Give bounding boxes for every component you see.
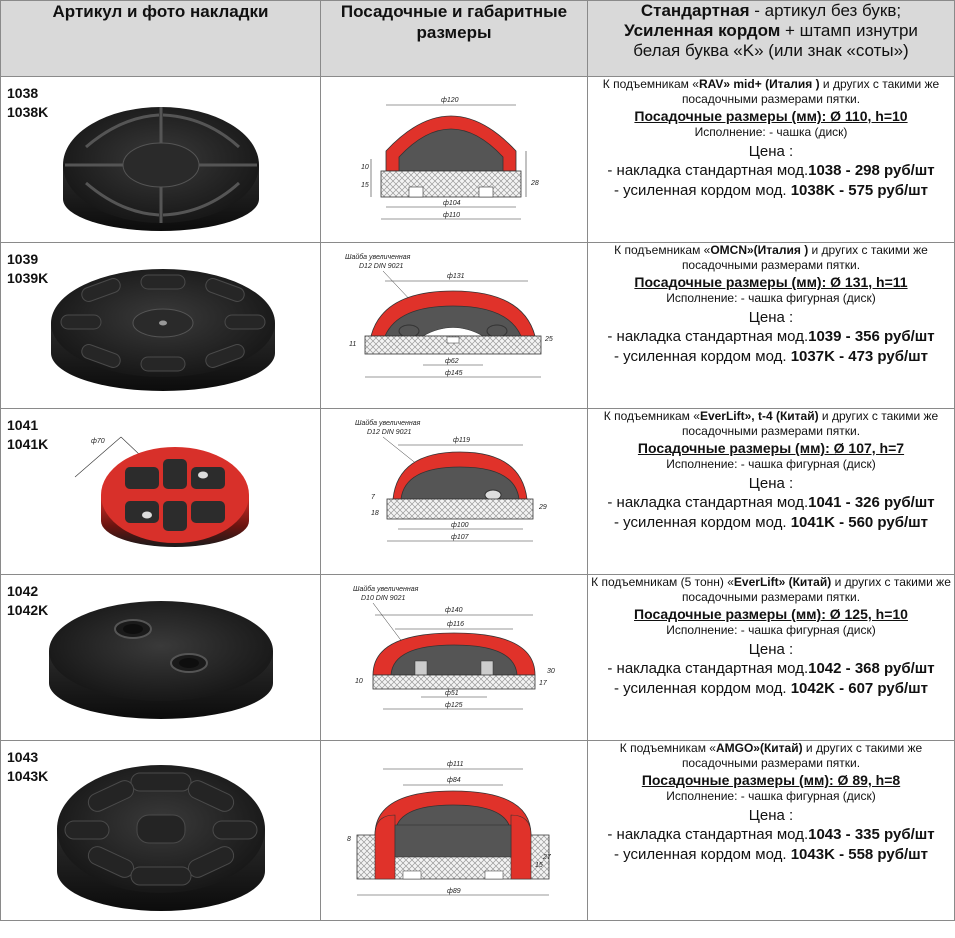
price-label: Цена : <box>748 807 794 824</box>
price-standard: - накладка стандартная мод.1043 - 335 руб/шт <box>607 826 935 843</box>
legend-standard-text: - артикул без букв; <box>749 1 902 20</box>
dim-left-a: 15 <box>361 182 369 189</box>
dimensions-cell <box>321 741 588 921</box>
product-row-1039 <box>1 243 955 409</box>
legend-standard-label: Стандартная <box>640 1 750 20</box>
execution-type: Исполнение: - чашка фигурная (диск) <box>666 623 876 637</box>
article-code-standard: 1038 <box>7 85 39 101</box>
dim-right-b: 30 <box>547 668 555 675</box>
execution-type: Исполнение: - чашка фигурная (диск) <box>666 789 876 803</box>
execution-type: Исполнение: - чашка (диск) <box>694 125 848 139</box>
compatibility-text: К подъемникам (5 тонн) «EverLift» (Китай) и других с такими же посадочными размерами пятки. <box>591 575 951 604</box>
info-cell <box>588 409 955 575</box>
article-cell <box>1 741 321 921</box>
fit-size: Посадочные размеры (мм): Ø 131, h=11 <box>634 274 908 290</box>
note-washer: Шайба увеличенная <box>355 420 421 427</box>
info-cell <box>588 575 955 741</box>
dimension-drawing <box>343 251 553 391</box>
price-label: Цена : <box>748 309 794 326</box>
dim-left-a: 18 <box>371 510 379 517</box>
price-label: Цена : <box>748 641 794 658</box>
pad-photo <box>47 749 297 919</box>
article-cell <box>1 409 321 575</box>
compatibility-text: К подъемникам «RAV» mid+ (Италия ) и других с такими же посадочными размерами пятки. <box>602 77 940 106</box>
dimensions-cell <box>321 243 588 409</box>
price-label: Цена : <box>748 475 794 492</box>
dimension-drawing <box>343 417 553 557</box>
article-code-standard: 1041 <box>7 417 39 433</box>
legend-reinforced-text: + штамп изнутри <box>780 21 918 40</box>
dimension-drawing <box>343 583 553 723</box>
price-reinforced: - усиленная кордом мод. 1037K - 473 руб/шт <box>613 348 929 365</box>
dim-right-b: 27 <box>543 854 551 861</box>
note-din: D10 DIN 9021 <box>361 595 406 602</box>
dimensions-cell <box>321 77 588 243</box>
fit-size: Посадочные размеры (мм): Ø 107, h=7 <box>637 440 905 456</box>
article-code-standard: 1042 <box>7 583 39 599</box>
dim-right-a: 15 <box>535 862 543 869</box>
dim-left-a: 8 <box>347 836 351 843</box>
compatibility-text: К подъемникам «OMCN»(Италия ) и других с такими же посадочными размерами пятки. <box>614 243 928 272</box>
dim-left-a: 10 <box>355 678 363 685</box>
legend-reinforced-label: Усиленная кордом <box>624 21 781 40</box>
pad-photo <box>41 585 291 733</box>
article-cell <box>1 243 321 409</box>
article-code-standard: 1043 <box>7 749 39 765</box>
note-din: D12 DIN 9021 <box>367 429 412 436</box>
article-code-standard: 1039 <box>7 251 39 267</box>
dim-top: ф120 <box>441 97 459 104</box>
dim-bottom-1: ф51 <box>445 690 459 697</box>
dim-left-b: 10 <box>361 164 369 171</box>
price-standard: - накладка стандартная мод.1039 - 356 руб/шт <box>607 328 935 345</box>
dim-top: ф140 <box>445 607 463 614</box>
dimensions-cell <box>321 409 588 575</box>
dim-top: ф131 <box>447 273 465 280</box>
article-code-reinforced: 1041K <box>7 436 49 452</box>
product-row-1038 <box>1 77 955 243</box>
pad-photo <box>41 87 281 235</box>
header-row <box>1 1 955 77</box>
article-code-reinforced: 1042K <box>7 602 49 618</box>
dim-bottom-2: ф145 <box>445 370 463 377</box>
dimension-drawing <box>343 755 553 915</box>
photo-dim: ф70 <box>91 438 105 445</box>
price-standard: - накладка стандартная мод.1042 - 368 руб/шт <box>607 660 935 677</box>
fit-size: Посадочные размеры (мм): Ø 125, h=10 <box>634 606 908 622</box>
article-code-reinforced: 1038K <box>7 104 49 120</box>
dim-bottom-2: ф89 <box>447 888 461 895</box>
note-din: D12 DIN 9021 <box>359 263 404 270</box>
dim-bottom-2: ф125 <box>445 702 463 709</box>
product-row-1043 <box>1 741 955 921</box>
article-code-reinforced: 1043K <box>7 768 49 784</box>
compatibility-text: К подъемникам «EverLift», t-4 (Китай) и других с такими же посадочными размерами пятки. <box>603 409 939 438</box>
price-reinforced: - усиленная кордом мод. 1038K - 575 руб/шт <box>613 182 929 199</box>
article-cell <box>1 575 321 741</box>
note-washer: Шайба увеличенная <box>353 586 419 593</box>
dim-bottom-2: ф110 <box>443 212 461 219</box>
execution-type: Исполнение: - чашка фигурная (диск) <box>666 291 876 305</box>
legend-stamp-text: белая буква «K» (или знак «соты») <box>633 41 909 60</box>
price-label: Цена : <box>748 143 794 160</box>
article-code-reinforced: 1039K <box>7 270 49 286</box>
header-article-photo: Артикул и фото накладки <box>1 1 321 77</box>
pad-photo <box>41 253 291 401</box>
dim-right-a: 28 <box>531 180 539 187</box>
article-codes <box>7 416 48 454</box>
dim-middle: ф116 <box>447 621 465 628</box>
note-washer: Шайба увеличенная <box>345 254 411 261</box>
compatibility-text: К подъемникам «AMGO»(Китай) и других с такими же посадочными размерами пятки. <box>619 741 923 770</box>
info-cell <box>588 741 955 921</box>
header-type-legend <box>588 1 955 77</box>
price-reinforced: - усиленная кордом мод. 1041K - 560 руб/шт <box>613 514 929 531</box>
fit-size: Посадочные размеры (мм): Ø 110, h=10 <box>634 108 908 124</box>
dim-right-a: 29 <box>539 504 547 511</box>
info-cell <box>588 243 955 409</box>
dim-top: ф111 <box>447 761 464 768</box>
article-cell <box>1 77 321 243</box>
dimensions-cell <box>321 575 588 741</box>
pad-photo <box>51 417 311 565</box>
price-reinforced: - усиленная кордом мод. 1043K - 558 руб/шт <box>613 846 929 863</box>
dim-left-a: 11 <box>349 341 357 348</box>
dim-right-a: 25 <box>545 336 553 343</box>
dim-left-b: 7 <box>371 494 375 501</box>
dim-bottom-1: ф100 <box>451 522 469 529</box>
product-row-1042 <box>1 575 955 741</box>
dim-bottom-2: ф107 <box>451 534 469 541</box>
header-dimensions: Посадочные и габаритные размеры <box>321 1 588 77</box>
dim-middle: ф84 <box>447 777 461 784</box>
dimension-drawing <box>351 91 551 231</box>
dim-bottom-1: ф62 <box>445 358 459 365</box>
price-reinforced: - усиленная кордом мод. 1042K - 607 руб/шт <box>613 680 929 697</box>
dim-right-a: 17 <box>539 680 547 687</box>
execution-type: Исполнение: - чашка фигурная (диск) <box>666 457 876 471</box>
price-standard: - накладка стандартная мод.1038 - 298 руб/шт <box>607 162 935 179</box>
dim-bottom-1: ф104 <box>443 200 461 207</box>
article-codes <box>7 748 48 786</box>
product-row-1041 <box>1 409 955 575</box>
dim-top: ф119 <box>453 437 471 444</box>
price-standard: - накладка стандартная мод.1041 - 326 руб/шт <box>607 494 935 511</box>
fit-size: Посадочные размеры (мм): Ø 89, h=8 <box>641 772 901 788</box>
info-cell <box>588 77 955 243</box>
